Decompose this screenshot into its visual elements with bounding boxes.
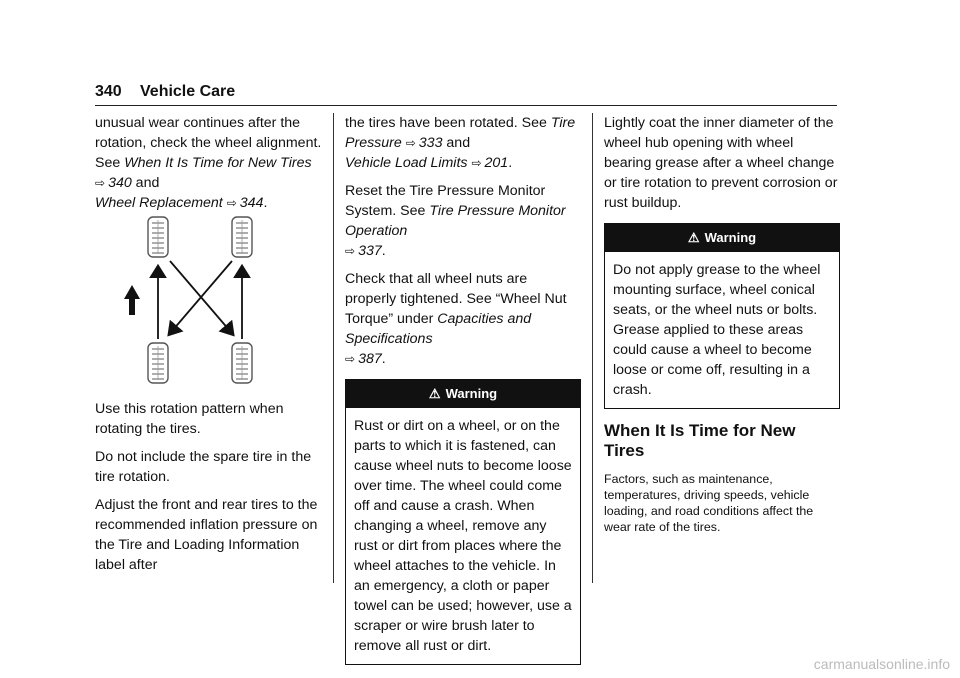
warning-box-rust xyxy=(345,379,581,665)
page-ref-344[interactable]: 344 xyxy=(239,195,264,211)
paragraph-tire-pressure-ref: the tires have been rotated. See Tire Pressure ⇨ 333 and Vehicle Load Limits ⇨ 201. xyxy=(345,115,576,171)
page-ref-387[interactable]: 387 xyxy=(358,351,382,367)
warning-icon: ⚠ xyxy=(687,230,700,245)
warning-box-grease xyxy=(604,223,840,409)
column-divider-1 xyxy=(333,113,334,583)
page-ref-icon: ⇨ xyxy=(95,176,106,190)
tire-front-right xyxy=(232,217,252,257)
page-ref-icon: ⇨ xyxy=(471,156,482,170)
warning-body: Do not apply grease to the wheel mounting surface, wheel conical seats, or the wheel nuts or bolts. Grease applied to these areas could cause a wheel to become loose or come off, resulting in a crash. xyxy=(613,262,821,398)
page-number: 340 xyxy=(95,83,122,100)
column-divider-2 xyxy=(592,113,593,583)
arrow-diagonal-right-to-left xyxy=(172,261,232,331)
link-tire-pressure[interactable]: Tire Pressure xyxy=(345,115,576,151)
tire-rear-left xyxy=(148,343,168,383)
site-watermark: carmanualsonline.info xyxy=(813,656,950,672)
paragraph-inflation: Adjust the front and rear tires to the recommended inflation pressure on the Tire and Loading Information label after xyxy=(95,497,318,573)
warning-header: ⚠ Warning xyxy=(346,380,580,408)
paragraph-alignment: unusual wear continues after the rotation, check the wheel alignment. See When It Is Time for New Tires ⇨ 340 and Wheel Replacement ⇨ 344. xyxy=(95,115,322,211)
link-wheel-replacement[interactable]: Wheel Replacement xyxy=(95,195,223,211)
page-ref-icon: ⇨ xyxy=(345,352,356,366)
warning-body: Rust or dirt on a wheel, or on the parts to which it is fastened, can cause wheel nuts to become loose over time. The wheel could come off and cause a crash. When changing a wheel, remove any rust or dirt from places where the wheel attaches to the vehicle. In an emergency, a cloth or paper towel can be used; however, use a scraper or wire brush later to remove all rust or dirt. xyxy=(354,418,572,654)
link-vehicle-load-limits[interactable]: Vehicle Load Limits xyxy=(345,155,468,171)
link-new-tires[interactable]: When It Is Time for New Tires xyxy=(124,155,312,171)
warning-icon: ⚠ xyxy=(428,386,441,401)
tire-front-left xyxy=(148,217,168,257)
section-title: Vehicle Care xyxy=(140,83,236,100)
page-ref-icon: ⇨ xyxy=(345,244,356,258)
column-3 xyxy=(604,113,840,543)
paragraph-grease: Lightly coat the inner diameter of the wheel hub opening with wheel bearing grease after a wheel change or tire rotation to prevent corrosion or rust buildup. xyxy=(604,115,838,211)
page-ref-333[interactable]: 333 xyxy=(418,135,443,151)
paragraph-wheel-nuts: Check that all wheel nuts are properly tightened. See “Wheel Nut Torque” under Capacities and Specifications ⇨ 387. xyxy=(345,271,567,367)
link-capacities[interactable]: Capacities and Specifications xyxy=(345,311,532,347)
page-ref-icon: ⇨ xyxy=(226,196,237,210)
page-ref-340[interactable]: 340 xyxy=(108,175,132,191)
warning-header: ⚠ Warning xyxy=(605,224,839,252)
forward-direction-icon xyxy=(124,285,140,315)
link-tpms-operation[interactable]: Tire Pressure Monitor Operation xyxy=(345,203,566,239)
arrow-diagonal-left-to-right xyxy=(170,261,230,331)
page-ref-201[interactable]: 201 xyxy=(484,155,509,171)
section-heading-new-tires: When It Is Time for New Tires xyxy=(604,421,796,460)
paragraph-spare-tire: Do not include the spare tire in the tire rotation. xyxy=(95,449,312,485)
paragraph-reset-tpms: Reset the Tire Pressure Monitor System. See Tire Pressure Monitor Operation ⇨ 337. xyxy=(345,183,566,259)
paragraph-rotation-pattern: Use this rotation pattern when rotating the tires. xyxy=(95,401,284,437)
page-ref-icon: ⇨ xyxy=(405,136,416,150)
paragraph-wear-factors: Factors, such as maintenance, temperatures, driving speeds, vehicle loading, and road conditions affect the wear rate of the tires. xyxy=(604,472,814,534)
page-header xyxy=(95,83,837,106)
tire-rear-right xyxy=(232,343,252,383)
column-2 xyxy=(345,113,581,677)
page-ref-337[interactable]: 337 xyxy=(358,243,382,259)
tire-rotation-diagram xyxy=(118,215,278,387)
